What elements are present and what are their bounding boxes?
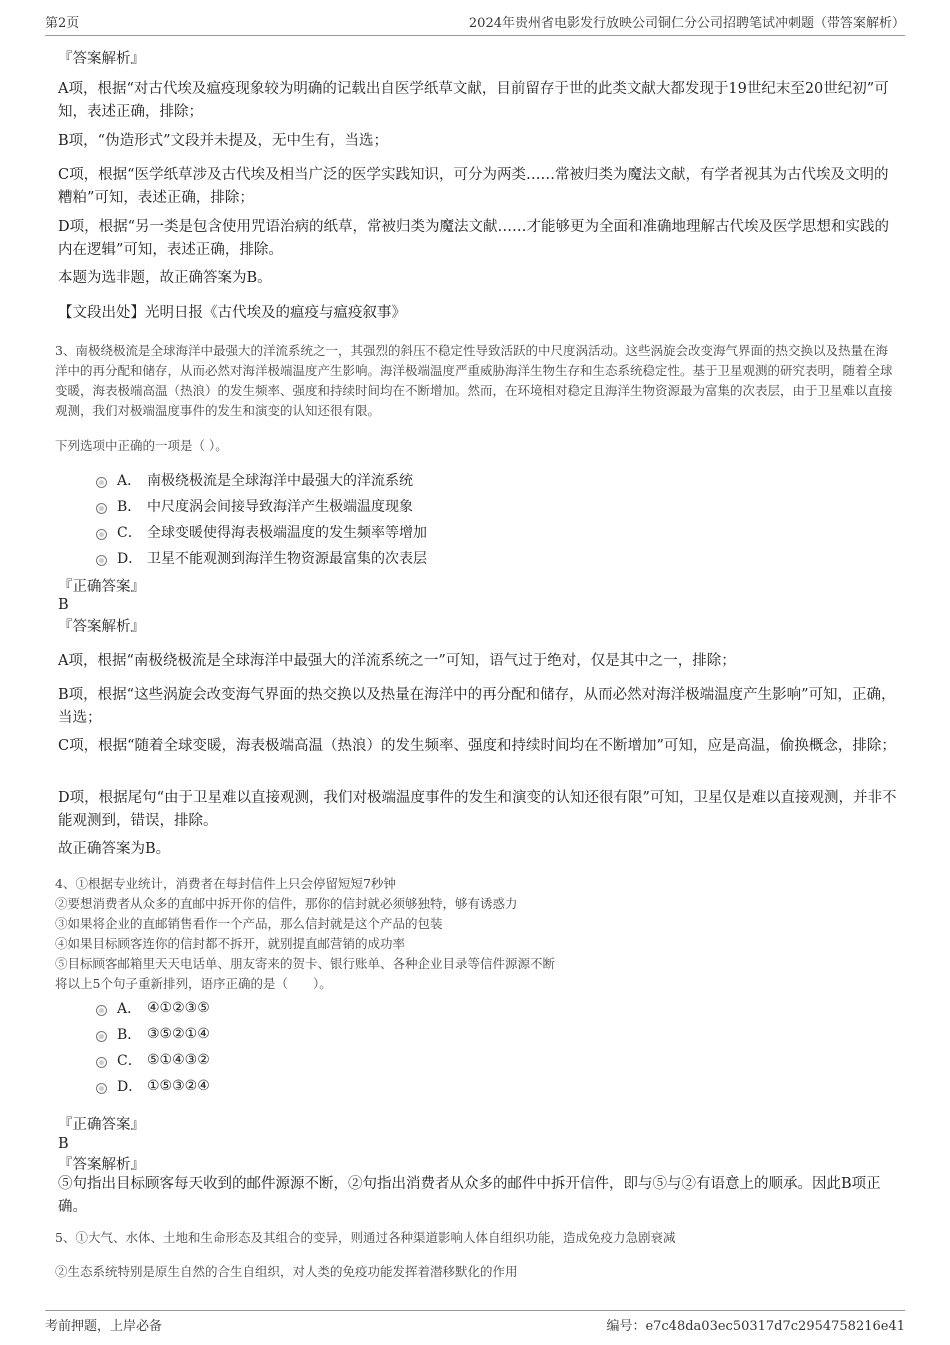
q3-option-d[interactable]: D． 卫星不能观测到海洋生物资源最富集的次表层 [96,545,427,571]
q5-line-1: 5、①大气、水体、土地和生命形态及其组合的变异，则通过各种渠道影响人体自组织功能，造成免疫力急剧衰减 [55,1230,676,1245]
q3-analysis-heading: 『答案解析』 [58,619,145,635]
q3-analysis-d: D项，根据尾句“由于卫星难以直接观测，我们对极端温度事件的发生和演变的认知还很有限”可知，卫星仅是难以直接观测，并非不能观测到，错误，排除。 [58,790,897,829]
q4-line: 4、①根据专业统计，消费者在每封信件上只会停留短短7秒钟 [55,876,396,891]
option-text: 卫星不能观测到海洋生物资源最富集的次表层 [147,551,427,567]
page-header [45,12,905,36]
q3-analysis-b: B项，根据“这些涡旋会改变海气界面的热交换以及热量在海洋中的再分配和储存，从而必然对海洋极端温度产生影响”可知，正确，当选； [58,687,896,726]
q4-analysis-heading: 『答案解析』 [58,1157,145,1173]
q3-option-c[interactable]: C． 全球变暖使得海表极端温度的发生频率等增加 [96,519,427,545]
q2-conclusion: 本题为选非题，故正确答案为B。 [58,270,272,286]
radio-button-icon[interactable] [96,1031,107,1042]
radio-button-icon[interactable] [96,1057,107,1068]
q3-answer: B [58,597,69,613]
q2-analysis-c: C项，根据“医学纸草涉及古代埃及相当广泛的医学实践知识，可分为两类……常被归类为魔法文献，有学者视其为古代埃及文明的糟粕”可知，表述正确，排除； [58,167,889,206]
q3-answer-heading: 『正确答案』 [58,579,145,595]
option-text: ③⑤②①④ [147,1026,210,1042]
radio-button-icon[interactable] [96,529,107,540]
q2-analysis-heading: 『答案解析』 [58,51,145,67]
q4-answer-heading: 『正确答案』 [58,1117,145,1133]
q4-option-b[interactable]: B． ③⑤②①④ [96,1021,210,1047]
q4-question: 将以上5个句子重新排列，语序正确的是（ ）。 [55,976,332,991]
q3-option-b[interactable]: B． 中尺度涡会间接导致海洋产生极端温度现象 [96,493,427,519]
q2-source: 【文段出处】光明日报《古代埃及的瘟疫与瘟疫叙事》 [58,305,406,321]
q4-answer: B [58,1136,69,1152]
q4-option-c[interactable]: C． ⑤①④③② [96,1047,210,1073]
radio-button-icon[interactable] [96,1083,107,1094]
q3-option-a[interactable]: A． 南极绕极流是全球海洋中最强大的洋流系统 [96,467,427,493]
footer-slogan: 考前押题，上岸必备 [45,1319,163,1334]
q5-line-2: ②生态系统特别是原生自然的合生自组织，对人类的免疫功能发挥着潜移默化的作用 [55,1264,518,1279]
q4-line: ②要想消费者从众多的直邮中拆开你的信件，那你的信封就必须够独特，够有诱惑力 [55,896,518,911]
q4-option-d[interactable]: D． ①⑤③②④ [96,1073,210,1099]
option-text: ⑤①④③② [147,1052,210,1068]
page-number: 第2页 [45,16,80,31]
q3-options [96,467,427,571]
q4-line: ④如果目标顾客连你的信封都不拆开，就别提直邮营销的成功率 [55,936,406,951]
option-text: ①⑤③②④ [147,1078,210,1094]
option-text: ④①②③⑤ [147,1000,210,1016]
document-title: 2024年贵州省电影发行放映公司铜仁分公司招聘笔试冲刺题（带答案解析） [468,16,905,31]
q4-line: ⑤目标顾客邮箱里天天电话单、朋友寄来的贺卡、银行账单、各种企业目录等信件源源不断 [55,956,556,971]
option-text: 中尺度涡会间接导致海洋产生极端温度现象 [147,499,413,515]
option-text: 全球变暖使得海表极端温度的发生频率等增加 [147,525,427,541]
q2-analysis-a: A项，根据“对古代埃及瘟疫现象较为明确的记载出自医学纸草文献，目前留存于世的此类文献大都发现于19世纪末至20世纪初”可知，表述正确，排除； [58,81,889,120]
q3-analysis-a: A项，根据“南极绕极流是全球海洋中最强大的洋流系统之一”可知，语气过于绝对，仅是其中之一，排除； [58,653,736,669]
radio-button-icon[interactable] [96,1005,107,1016]
radio-button-icon[interactable] [96,555,107,566]
q3-passage: 3、南极绕极流是全球海洋中最强大的洋流系统之一，其强烈的斜压不稳定性导致活跃的中尺度涡活动。这些涡旋会改变海气界面的热交换以及热量在海洋中的再分配和储存，从而必然对海洋极端温度产生影响。海洋极端温度严重威胁海洋生物生存和生态系统稳定性。基于卫星观测的研究表明，随着全球变暖，海表极端高温（热浪）的发生频率、强度和持续时间均在不断增加。然而，在环境相对稳定且海洋生物资源最为富集的次表层，由于卫星难以直接观测，我们对极端温度事件的发生和演变的认知还很有限。 [55,343,893,418]
q4-analysis: ⑤句指出目标顾客每天收到的邮件源源不断，②句指出消费者从众多的邮件中拆开信件，即与⑤与②有语意上的顺承。因此B项正确。 [58,1176,881,1215]
q4-option-a[interactable]: A． ④①②③⑤ [96,995,210,1021]
radio-button-icon[interactable] [96,477,107,488]
q4-options [96,995,210,1099]
q4-line: ③如果将企业的直邮销售看作一个产品，那么信封就是这个产品的包装 [55,916,443,931]
page-footer [45,1310,905,1334]
q2-analysis-d: D项，根据“另一类是包含使用咒语治病的纸草，常被归类为魔法文献……才能够更为全面和准确地理解古代埃及医学思想和实践的内在逻辑”可知，表述正确，排除。 [58,219,890,258]
q3-analysis-c: C项，根据“随着全球变暖，海表极端高温（热浪）的发生频率、强度和持续时间均在不断增加”可知，应是高温，偷换概念，排除； [58,738,896,754]
option-text: 南极绕极流是全球海洋中最强大的洋流系统 [147,473,413,489]
document-code: 编号：e7c48da03ec50317d7c2954758216e41 [606,1319,905,1334]
q4-stem [55,874,900,994]
q3-question: 下列选项中正确的一项是（ ）。 [55,438,228,453]
radio-button-icon[interactable] [96,503,107,514]
q3-conclusion: 故正确答案为B。 [58,841,171,857]
q2-analysis-b: B项，“伪造形式”文段并未提及，无中生有，当选； [58,133,388,149]
